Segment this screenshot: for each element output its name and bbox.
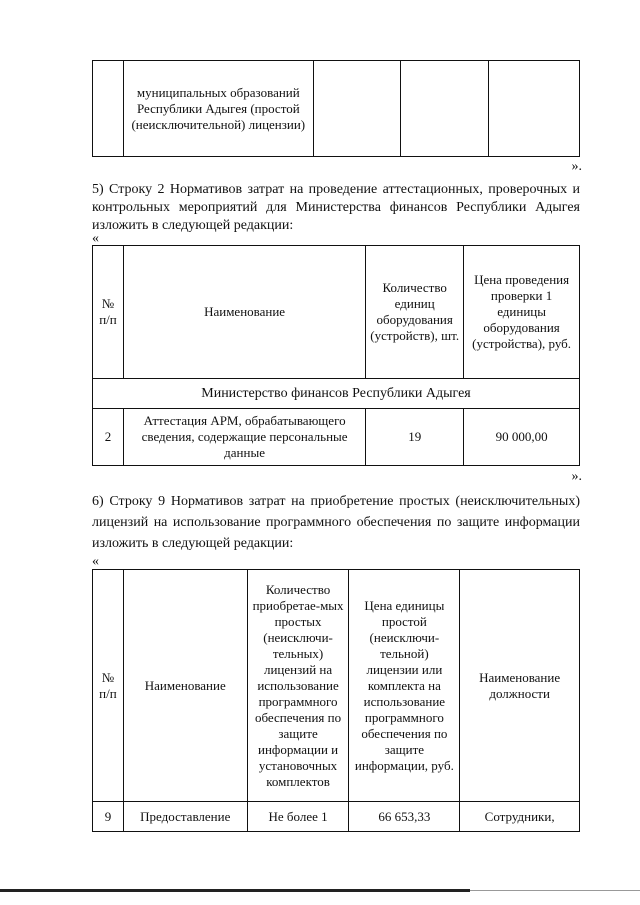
- header-num: № п/п: [93, 570, 124, 802]
- empty-cell: [93, 61, 124, 157]
- scan-edge-line: [0, 889, 470, 892]
- close-quote: ».: [571, 469, 582, 484]
- empty-cell: [313, 61, 401, 157]
- row-name: Предоставление: [123, 802, 247, 832]
- audit-costs-table: [92, 245, 580, 466]
- open-quote: «: [92, 231, 99, 246]
- paragraph-5: 5) Строку 2 Нормативов затрат на проведение аттестационных, проверочных и контрольных мероприятий для Министерства финансов Республики Адыгея изложить в следующей редакции:: [92, 182, 580, 233]
- header-name: Наименование: [123, 570, 247, 802]
- row-num: 2: [93, 409, 124, 466]
- empty-cell: [401, 61, 489, 157]
- row-qty: 19: [366, 409, 464, 466]
- section-row: Министерство финансов Республики Адыгея: [93, 379, 580, 409]
- close-quote: ».: [571, 159, 582, 174]
- header-position: Наименование должности: [460, 570, 580, 802]
- header-price: Цена единицы простой (неисключи-тельной) лицензии или комплекта на использование программного обеспечения по защите информации, руб.: [349, 570, 460, 802]
- row-num: 9: [93, 802, 124, 832]
- row-price: 90 000,00: [464, 409, 580, 466]
- row-price: 66 653,33: [349, 802, 460, 832]
- scan-edge-line: [470, 890, 640, 891]
- empty-cell: [489, 61, 580, 157]
- header-price: Цена проведения проверки 1 единицы оборудования (устройства), руб.: [464, 246, 580, 379]
- row-name: Аттестация АРМ, обрабатывающего сведения, содержащие персональные данные: [123, 409, 365, 466]
- open-quote: «: [92, 554, 99, 569]
- header-qty: Количество единиц оборудования (устройств), шт.: [366, 246, 464, 379]
- header-name: Наименование: [123, 246, 365, 379]
- continuation-name-cell: муниципальных образований Республики Адыгея (простой (неисключительной) лицензии): [123, 61, 313, 157]
- paragraph-6: 6) Строку 9 Нормативов затрат на приобретение простых (неисключительных) лицензий на использование программного обеспечения по защите информации изложить в следующей редакции:: [92, 494, 580, 551]
- header-qty: Количество приобретае-мых простых (неисключи-тельных) лицензий на использование программного обеспечения по защите информации и установочных комплектов: [247, 570, 349, 802]
- row-qty: Не более 1: [247, 802, 349, 832]
- header-num: № п/п: [93, 246, 124, 379]
- continuation-table: [92, 60, 580, 157]
- licenses-table: [92, 569, 580, 832]
- row-position: Сотрудники,: [460, 802, 580, 832]
